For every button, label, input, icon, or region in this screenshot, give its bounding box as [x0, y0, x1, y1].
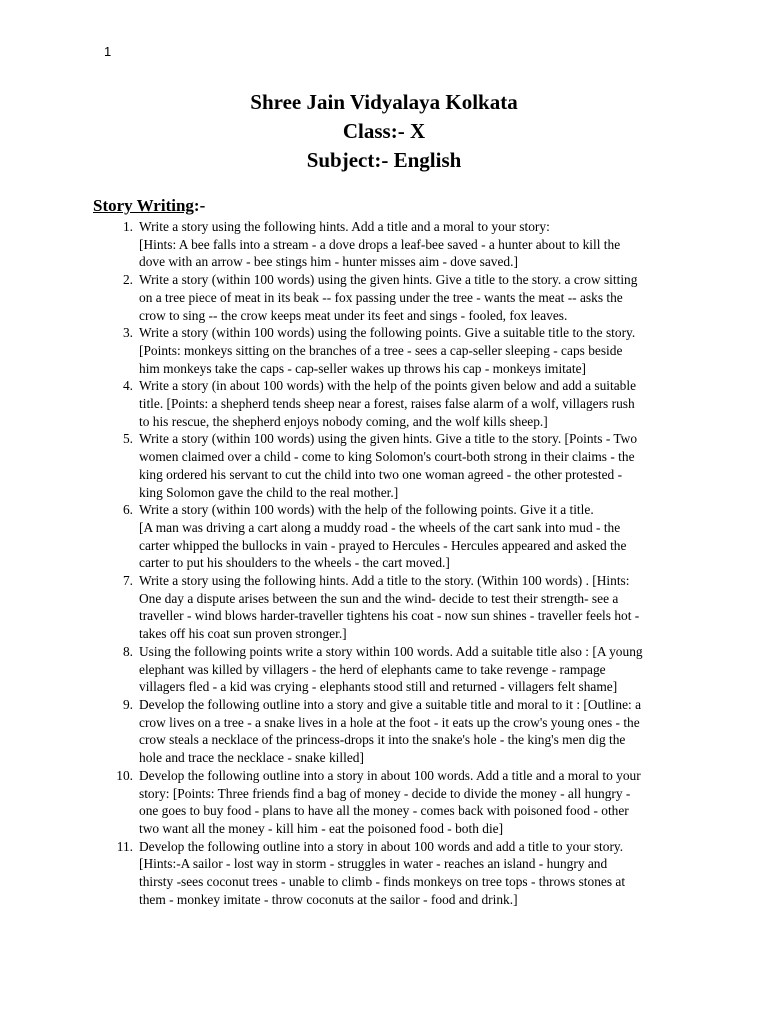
question-text-line: crow steals a necklace of the princess-drops it into the snake's hole - the king's men dig the	[139, 732, 626, 748]
question-text-line: Develop the following outline into a story in about 100 words. Add a title and a moral to your	[139, 767, 641, 783]
question-item	[122, 324, 679, 377]
question-text-line: [Points: monkeys sitting on the branches of a tree - sees a cap-seller sleeping - caps beside	[139, 342, 623, 358]
question-text-line: Write a story (within 100 words) using the following points. Give a suitable title to the story.	[139, 325, 636, 341]
question-text-line: crow to sing -- the crow keeps meat under its feet and sings - fooled, fox leaves.	[139, 307, 568, 323]
question-text-line: [Hints: A bee falls into a stream - a dove drops a leaf-bee saved - a hunter about to kill the	[139, 236, 621, 252]
question-text-line: elephant was killed by villagers - the herd of elephants came to take revenge - rampage	[139, 661, 606, 677]
question-text-line: to his rescue, the shepherd enjoys nobody coming, and the wolf kills sheep.]	[139, 413, 548, 429]
question-text-line: title. [Points: a shepherd tends sheep near a forest, raises false alarm of a wolf, villagers rush	[139, 396, 635, 412]
question-number: 11.	[116, 838, 133, 854]
question-text-line: Write a story (in about 100 words) with the help of the points given below and add a suitable	[139, 378, 637, 394]
question-text-line: carter whipped the bullocks in vain - prayed to Hercules - Hercules appeared and asked the	[139, 537, 627, 553]
question-text-line: Write a story (within 100 words) with the help of the following points. Give it a title.	[139, 502, 594, 518]
question-number: 7.	[122, 573, 133, 589]
question-text-line: [A man was driving a cart along a muddy road - the wheels of the cart sank into mud - the	[139, 519, 621, 535]
question-number: 4.	[122, 378, 133, 394]
page-number: 1	[104, 44, 112, 59]
question-text-line: villagers fled - a kid was crying - elephants stood still and returned - villagers felt shame]	[139, 679, 618, 695]
question-text-line: Write a story (within 100 words) using the given hints. Give a title to the story. a crow sitting	[139, 272, 638, 288]
question-number: 10.	[116, 767, 133, 783]
question-text-line: dove with an arrow - bee stings him - hunter misses aim - dove saved.]	[139, 254, 518, 270]
question-text-line: traveller - wind blows harder-traveller tightens his coat - now sun shines - traveller feels hot -	[139, 608, 640, 624]
question-item	[122, 501, 679, 572]
question-number: 3.	[122, 325, 133, 341]
question-number: 6.	[122, 502, 133, 518]
question-number: 9.	[122, 696, 133, 712]
question-text-line: takes off his coat sun proven stronger.]	[139, 626, 347, 642]
question-text-line: Develop the following outline into a story and give a suitable title and moral to it : [Outline: a	[139, 696, 642, 712]
document-header	[0, 88, 768, 175]
question-item	[122, 643, 679, 696]
question-item	[122, 218, 679, 271]
question-text-line: thirsty -sees coconut trees - unable to climb - finds monkeys on tree tops - throws stones at	[139, 874, 626, 890]
question-number: 1.	[122, 219, 133, 234]
question-number: 8.	[122, 643, 133, 659]
subject-label: Subject:- English	[306, 148, 462, 172]
question-text-line: king ordered his servant to cut the child into two one woman agreed - the other protested -	[139, 466, 623, 482]
question-number: 5.	[122, 431, 133, 447]
question-text-line: them - monkey imitate - throw coconuts at the sailor - food and drink.]	[139, 891, 518, 907]
question-text-line: two want all the money - kill him - eat the poisoned food - both die]	[139, 820, 504, 836]
question-item	[116, 838, 679, 909]
question-text-line: king Solomon gave the child to the real mother.]	[139, 484, 399, 500]
question-text-line: crow lives on a tree - a snake lives in a hole at the foot - it eats up the crow's young ones - the	[139, 714, 640, 730]
question-text-line: story: [Points: Three friends find a bag of money - decide to divide the money - all hungry -	[139, 785, 631, 801]
question-text-line: one goes to buy food - plans to have all the money - comes back with poisoned food - other	[139, 803, 629, 819]
section-title-text: Story Writing	[93, 196, 194, 215]
question-item	[122, 377, 679, 430]
class-label: Class:- X	[342, 119, 426, 143]
question-list	[116, 218, 679, 908]
question-item	[122, 430, 679, 501]
question-item	[122, 271, 679, 324]
question-number: 2.	[122, 272, 133, 288]
question-text-line: women claimed over a child - come to king Solomon's court-both strong in their claims - the	[139, 449, 635, 465]
school-name: Shree Jain Vidyalaya Kolkata	[250, 90, 518, 114]
question-item	[122, 696, 679, 767]
question-text-line: Write a story (within 100 words) using the given hints. Give a title to the story. [Points - Two	[139, 431, 638, 447]
question-text-line: Develop the following outline into a story in about 100 words and add a title to your story.	[139, 838, 624, 854]
question-text-line: One day a dispute arises between the sun and the wind- decide to test their strength- see a	[139, 590, 619, 606]
section-title	[93, 196, 205, 216]
question-item	[122, 572, 679, 643]
question-text-line: Write a story using the following hints. Add a title to the story. (Within 100 words) . [Hints:	[139, 573, 630, 589]
question-text-line: hole and trace the necklace - snake killed]	[139, 750, 364, 766]
question-item	[116, 767, 679, 838]
question-text-line: carter to put his shoulders to the wheels - the cart moved.]	[139, 555, 450, 571]
question-text-line: [Hints:-A sailor - lost way in storm - struggles in water - reaches an island - hungry and	[139, 856, 608, 872]
question-text-line: on a tree piece of meat in its beak -- fox passing under the tree - wants the meat -- asks the	[139, 289, 623, 305]
question-text-line: Write a story using the following hints. Add a title and a moral to your story:	[139, 219, 550, 234]
question-text-line: Using the following points write a story within 100 words. Add a suitable title also : [A young	[139, 643, 643, 659]
question-text-line: him monkeys take the caps - cap-seller wakes up throws his cap - monkeys imitate]	[139, 360, 586, 376]
section-title-suffix: :-	[193, 196, 206, 215]
